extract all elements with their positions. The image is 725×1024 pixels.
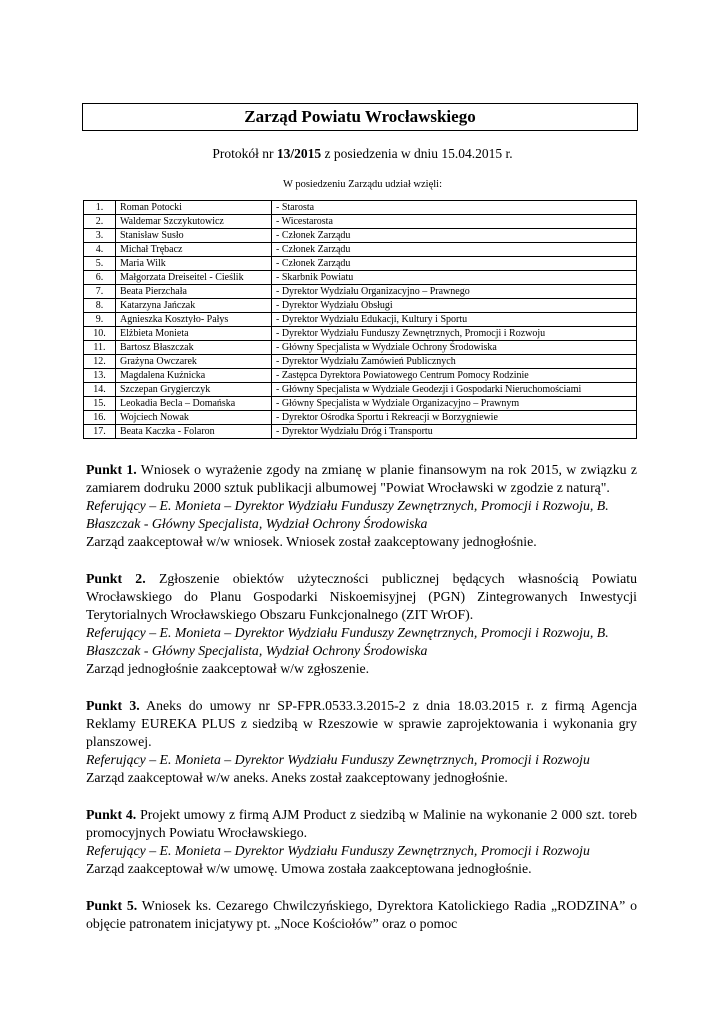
point-text: Aneks do umowy nr SP-FPR.0533.3.2015-2 z dnia 18.03.2015 r. z firmą Agencja Reklamy EUREKA PLUS z siedzibą w Rzeszowie w sprawie zaprojektowania i wykonania gry planszowej. (86, 698, 637, 749)
member-name: Maria Wilk (116, 257, 272, 271)
member-role: - Główny Specjalista w Wydziale Geodezji i Gospodarki Nieruchomościami (272, 383, 637, 397)
table-row (84, 215, 637, 229)
point-text: Projekt umowy z firmą AJM Product z siedzibą w Malinie na wykonanie 2 000 szt. toreb promocyjnych Powiatu Wrocławskiego. (86, 807, 637, 840)
member-number: 8. (84, 299, 116, 313)
member-role: - Członek Zarządu (272, 229, 637, 243)
table-row (84, 425, 637, 439)
point-description (86, 570, 637, 624)
point-referent: Referujący – E. Monieta – Dyrektor Wydziału Funduszy Zewnętrznych, Promocji i Rozwoju, B. Błaszczak - Główny Specjalista, Wydział Ochrony Środowiska (86, 625, 609, 658)
member-name: Bartosz Błaszczak (116, 341, 272, 355)
member-role: - Skarbnik Powiatu (272, 271, 637, 285)
member-role: - Starosta (272, 201, 637, 215)
point-description (86, 461, 637, 497)
table-row (84, 271, 637, 285)
member-name: Leokadia Becla – Domańska (116, 397, 272, 411)
member-number: 2. (84, 215, 116, 229)
member-number: 16. (84, 411, 116, 425)
table-row (84, 327, 637, 341)
point-referent: Referujący – E. Monieta – Dyrektor Wydziału Funduszy Zewnętrznych, Promocji i Rozwoju, B. Błaszczak - Główny Specjalista, Wydział Ochrony Środowiska (86, 498, 609, 531)
member-name: Elżbieta Monieta (116, 327, 272, 341)
table-row (84, 257, 637, 271)
member-role: - Zastępca Dyrektora Powiatowego Centrum Pomocy Rodzinie (272, 369, 637, 383)
member-number: 6. (84, 271, 116, 285)
participants-label: W posiedzeniu Zarządu udział wzięli: (283, 179, 442, 190)
agenda-point (86, 897, 637, 933)
protocol-number: 13/2015 (276, 146, 322, 161)
member-name: Beata Pierzchała (116, 285, 272, 299)
point-label: Punkt 4. (86, 807, 137, 822)
member-number: 17. (84, 425, 116, 439)
point-label: Punkt 3. (86, 698, 140, 713)
member-name: Małgorzata Dreiseitel - Cieślik (116, 271, 272, 285)
point-text: Wniosek ks. Cezarego Chwilczyńskiego, Dyrektora Katolickiego Radia „RODZINA” o objęcie patronatem inicjatywy pt. „Noce Kościołów” oraz o pomoc (86, 898, 637, 931)
agenda-point (86, 697, 637, 787)
protocol-suffix: z posiedzenia w dniu 15.04.2015 r. (321, 146, 513, 161)
member-number: 3. (84, 229, 116, 243)
member-number: 14. (84, 383, 116, 397)
table-row (84, 341, 637, 355)
member-number: 13. (84, 369, 116, 383)
member-role: - Główny Specjalista w Wydziale Ochrony Środowiska (272, 341, 637, 355)
member-number: 11. (84, 341, 116, 355)
point-decision: Zarząd zaakceptował w/w umowę. Umowa została zaakceptowana jednogłośnie. (86, 861, 532, 876)
protocol-prefix: Protokół nr (212, 146, 277, 161)
member-name: Grażyna Owczarek (116, 355, 272, 369)
members-table (83, 200, 637, 439)
member-name: Szczepan Grygierczyk (116, 383, 272, 397)
table-row (84, 201, 637, 215)
table-row (84, 383, 637, 397)
point-label: Punkt 5. (86, 898, 138, 913)
point-text: Wniosek o wyrażenie zgody na zmianę w planie finansowym na rok 2015, w związku z zamiarem dodruku 2000 sztuk publikacji albumowej "Powiat Wrocławski w zgodzie z naturą". (86, 462, 637, 495)
member-role: - Dyrektor Ośrodka Sportu i Rekreacji w Borzygniewie (272, 411, 637, 425)
member-role: - Dyrektor Wydziału Dróg i Transportu (272, 425, 637, 439)
table-row (84, 355, 637, 369)
document-title: Zarząd Powiatu Wrocławskiego (82, 103, 638, 131)
member-name: Wojciech Nowak (116, 411, 272, 425)
member-role: - Dyrektor Wydziału Zamówień Publicznych (272, 355, 637, 369)
member-number: 7. (84, 285, 116, 299)
table-row (84, 313, 637, 327)
point-description (86, 806, 637, 842)
table-row (84, 243, 637, 257)
point-referent: Referujący – E. Monieta – Dyrektor Wydziału Funduszy Zewnętrznych, Promocji i Rozwoju (86, 752, 590, 767)
point-description (86, 697, 637, 751)
member-name: Agnieszka Kosztyło- Pałys (116, 313, 272, 327)
member-number: 4. (84, 243, 116, 257)
table-row (84, 299, 637, 313)
table-row (84, 411, 637, 425)
table-row (84, 285, 637, 299)
member-name: Beata Kaczka - Folaron (116, 425, 272, 439)
agenda-point (86, 570, 637, 678)
agenda-point (86, 806, 637, 878)
agenda-point (86, 461, 637, 551)
point-decision: Zarząd zaakceptował w/w aneks. Aneks został zaakceptowany jednogłośnie. (86, 770, 508, 785)
member-name: Magdalena Kuźnicka (116, 369, 272, 383)
point-decision: Zarząd jednogłośnie zaakceptował w/w zgłoszenie. (86, 661, 370, 676)
member-name: Roman Potocki (116, 201, 272, 215)
point-referent: Referujący – E. Monieta – Dyrektor Wydziału Funduszy Zewnętrznych, Promocji i Rozwoju (86, 843, 590, 858)
member-name: Stanisław Susło (116, 229, 272, 243)
protocol-line (0, 145, 725, 163)
member-role: - Członek Zarządu (272, 257, 637, 271)
point-text: Zgłoszenie obiektów użyteczności publicznej będących własnością Powiatu Wrocławskiego do Planu Gospodarki Niskoemisyjnej (PGN) Zintegrowanych Inwestycji Terytorialnych Wrocławskiego Obszaru Funkcjonalnego (ZIT WrOF). (86, 571, 637, 622)
member-number: 15. (84, 397, 116, 411)
point-decision: Zarząd zaakceptował w/w wniosek. Wniosek został zaakceptowany jednogłośnie. (86, 534, 537, 549)
member-name: Michał Trębacz (116, 243, 272, 257)
member-role: - Główny Specjalista w Wydziale Organizacyjno – Prawnym (272, 397, 637, 411)
member-number: 9. (84, 313, 116, 327)
point-label: Punkt 1. (86, 462, 137, 477)
member-role: - Dyrektor Wydziału Organizacyjno – Prawnego (272, 285, 637, 299)
agenda-points (86, 461, 637, 952)
table-row (84, 397, 637, 411)
member-role: - Dyrektor Wydziału Funduszy Zewnętrznych, Promocji i Rozwoju (272, 327, 637, 341)
member-name: Katarzyna Jańczak (116, 299, 272, 313)
point-description (86, 897, 637, 933)
member-number: 1. (84, 201, 116, 215)
member-name: Waldemar Szczykutowicz (116, 215, 272, 229)
member-role: - Członek Zarządu (272, 243, 637, 257)
member-number: 10. (84, 327, 116, 341)
point-label: Punkt 2. (86, 571, 146, 586)
member-role: - Wicestarosta (272, 215, 637, 229)
member-number: 5. (84, 257, 116, 271)
member-role: - Dyrektor Wydziału Obsługi (272, 299, 637, 313)
table-row (84, 369, 637, 383)
table-row (84, 229, 637, 243)
member-number: 12. (84, 355, 116, 369)
member-role: - Dyrektor Wydziału Edukacji, Kultury i Sportu (272, 313, 637, 327)
